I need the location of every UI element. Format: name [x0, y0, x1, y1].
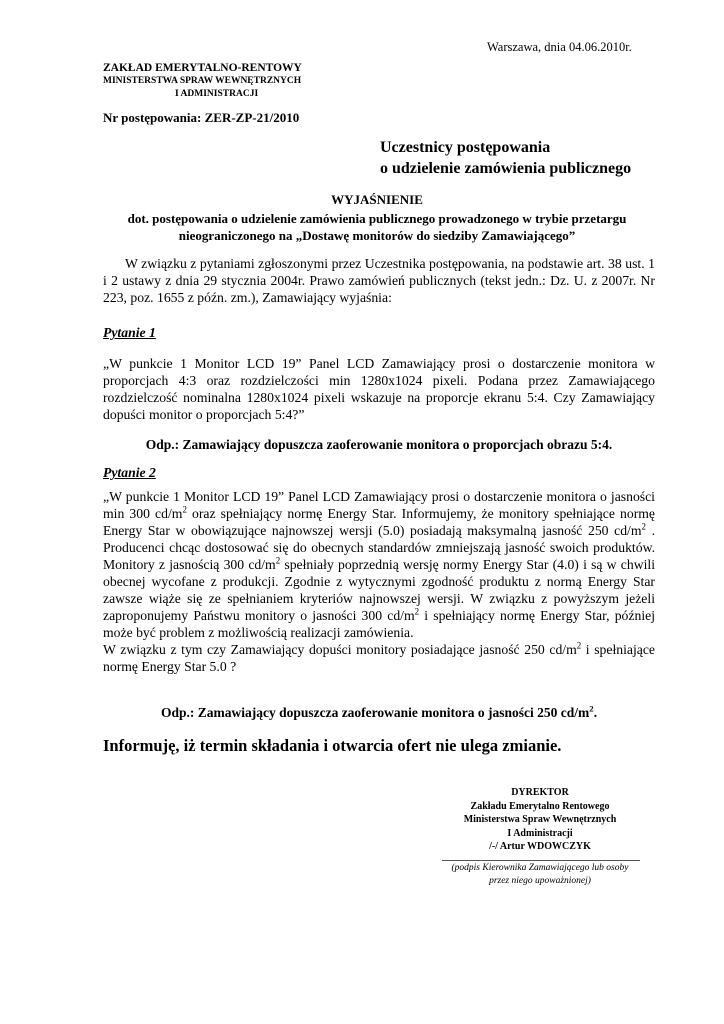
signature-title: DYREKTOR [511, 787, 569, 798]
signature-block [440, 786, 640, 854]
superscript: 2 [275, 555, 281, 566]
recipients-line2: o udzielenie zamówienia publicznego [380, 160, 632, 177]
recipients-block [380, 137, 631, 179]
answer-2-text: Odp.: Zamawiający dopuszcza zaoferowanie monitora o jasności 250 cd/m [160, 705, 590, 720]
signature-ministry-cont: I Administracji [507, 827, 573, 839]
signature-caption-line1: (podpis Kierownika Zamawiającego lub osoby [451, 863, 629, 873]
place-date: Warszawa, dnia 04.06.2010r. [487, 40, 632, 54]
signature-org: Zakładu Emerytalno Rentowego [470, 800, 610, 812]
question-2-segment: „W punkcie 1 Monitor LCD 19” Panel LCD Zamawiający prosi o dostarczenie monitora o jasności min 300 cd/m [103, 489, 655, 521]
question-2-segment: i spełniające normę Energy Star 5.0 ? [103, 642, 655, 674]
superscript: 2 [641, 521, 646, 532]
document-title: WYJAŚNIENIE [331, 192, 423, 207]
question-2-segment: spełniały poprzednią wersję normy Energy Star (4.0) i są w chwili obecnej wycofane z produkcji. Zgodnie z wytycznymi zgodność produktu z normą Energy Star zawsze wiąże się ze spełnianiem kryteriów najnowszej wersji. W związku z powyższym jeżeli zaproponujemy Państwu monitory o jasności 300 cd/m [103, 557, 655, 623]
signature-ministry: Ministerstwa Spraw Wewnętrznych [463, 814, 617, 825]
case-number: Nr postępowania: ZER-ZP-21/2010 [103, 110, 300, 125]
answer-2-end: . [593, 705, 598, 720]
question-2-heading: Pytanie 2 [103, 465, 156, 480]
question-2-segment: oraz spełniający normę Energy Star. Informujemy, że monitory spełniające normę Energy Star w obowiązujące najnowszej wersji (5.0) posiadają maksymalną jasność 250 cd/m [103, 506, 655, 538]
signature-caption [440, 862, 640, 888]
question-1-text: „W punkcie 1 Monitor LCD 19” Panel LCD Zamawiający prosi o dostarczenie monitora w proporcjach 4:3 oraz rozdzielczości min 1280x1024 pixeli. Podana przez Zamawiającego rozdzielczość nominalna 1280x1024 pixeli wskazuje na proporcje ekranu 5:4. Czy Zamawiający dopuści monitor o proporcjach 5:4?” [103, 356, 655, 422]
answer-2 [103, 705, 655, 721]
organization-ministry: MINISTERSTWA SPRAW WEWNĘTRZNYCH [103, 76, 302, 86]
question-2-segment: . Producenci chcąc dostosować się do obecnych standardów zmniejszają jasność swoich produktów. Monitory z jasnością 300 cd/m [103, 523, 656, 572]
question-2-segment: W związku z tym czy Zamawiający dopuści monitory posiadające jasność 250 cd/m [103, 642, 577, 657]
organization-block [103, 62, 339, 101]
answer-1: Odp.: Zamawiający dopuszcza zaoferowanie monitora o proporcjach obrazu 5:4. [145, 437, 613, 452]
superscript: 2 [589, 703, 594, 714]
signature-caption-line2: przez niego upoważnionej) [489, 876, 591, 886]
organization-ministry-cont: I ADMINISTRACJI [175, 89, 259, 99]
superscript: 2 [182, 504, 187, 515]
closing-statement: Informuję, iż termin składania i otwarcia ofert nie ulega zmianie. [103, 736, 562, 755]
document-subject: dot. postępowania o udzielenie zamówienia publicznego prowadzonego w trybie przetargu nieograniczonego na „Dostawę monitorów do siedziby Zamawiającego” [127, 211, 627, 243]
intro-paragraph: W związku z pytaniami zgłoszonymi przez Uczestnika postępowania, na podstawie art. 38 ust. 1 i 2 ustawy z dnia 29 stycznia 2004r. Prawo zamówień publicznych (tekst jedn.: Dz. U. z 2007r. Nr 223, poz. 1655 z późn. zm.), Zamawiający wyjaśnia: [103, 256, 655, 305]
superscript: 2 [414, 606, 420, 617]
recipients-line1: Uczestnicy postępowania [380, 139, 551, 156]
question-2-paragraph [103, 488, 655, 641]
organization-name: ZAKŁAD EMERYTALNO-RENTOWY [103, 62, 302, 74]
question-2-text [103, 488, 655, 675]
question-2-question [103, 641, 655, 675]
signature-name: /-/ Artur WDOWCZYK [489, 841, 591, 852]
signature-divider [442, 860, 640, 861]
superscript: 2 [576, 640, 582, 651]
question-2-segment: i spełniający normę Energy Star, później może być problem z możliwością realizacji zamówienia. [103, 608, 655, 640]
question-1-heading: Pytanie 1 [103, 325, 156, 340]
